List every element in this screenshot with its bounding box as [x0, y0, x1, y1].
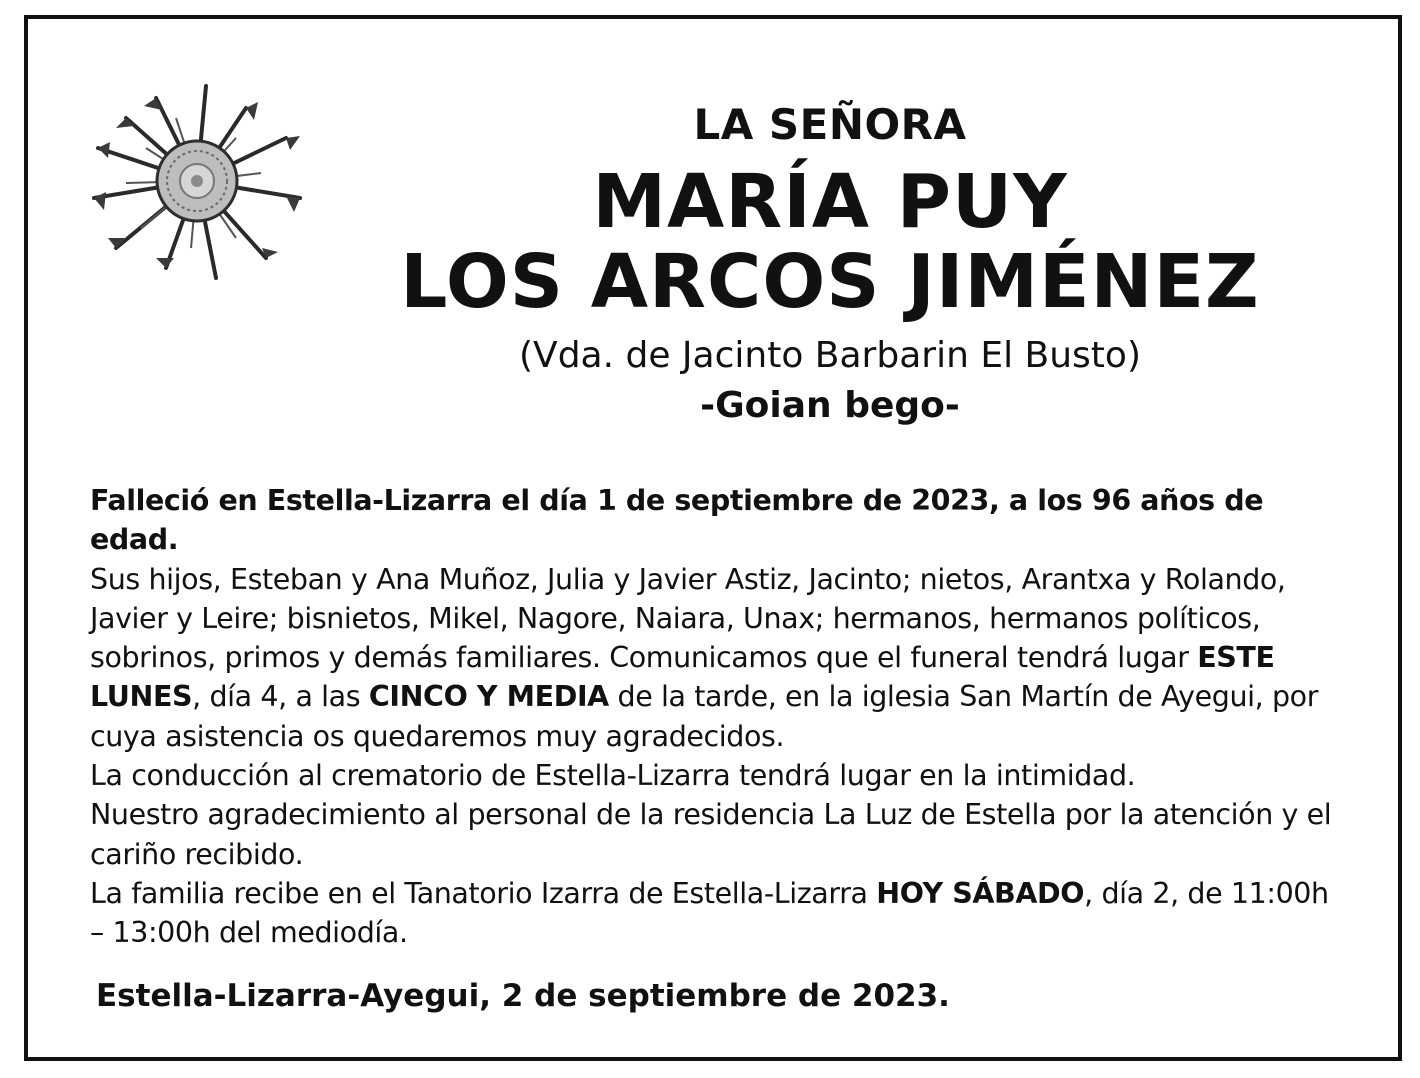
deceased-name-surnames: LOS ARCOS JIMÉNEZ — [400, 239, 1260, 325]
thanks-note: Nuestro agradecimiento al personal de la residencia La Luz de Estella por la atención y el cariño recibido. — [90, 798, 1332, 871]
funeral-details: de la tarde, en la iglesia San Martín de Ayegui, por cuya asistencia os quedaremos muy agradecidos. — [90, 680, 1319, 753]
funeral-day: ESTE LUNES — [90, 641, 1275, 714]
wake-details: , día 2, de 11:00h – 13:00h del mediodía. — [90, 876, 1329, 950]
closing-place-date: Estella-Lizarra-Ayegui, 2 de septiembre de 2023. — [96, 978, 950, 1014]
family-paragraph — [90, 560, 1345, 756]
crematorium-note: La conducción al crematorio de Estella-Lizarra tendrá lugar en la intimidad. — [90, 759, 1136, 793]
funeral-time: CINCO Y MEDIA — [368, 680, 609, 714]
wake-day: HOY SÁBADO — [876, 876, 1085, 910]
notice-body — [90, 481, 1345, 953]
funeral-mid: , día 4, a las — [192, 680, 361, 714]
motto-line: -Goian bego- — [700, 385, 960, 426]
wake-paragraph — [90, 874, 1345, 953]
widow-of-line: (Vda. de Jacinto Barbarin El Busto) — [519, 335, 1141, 376]
death-announcement: Falleció en Estella-Lizarra el día 1 de septiembre de 2023, a los 96 años de edad. — [90, 484, 1264, 557]
notice-prefix: LA SEÑORA — [693, 100, 967, 149]
thistle-flower-icon — [86, 78, 308, 284]
deceased-name-first: MARÍA PUY — [592, 159, 1068, 245]
family-list: Sus hijos, Esteban y Ana Muñoz, Julia y Javier Astiz, Jacinto; nietos, Arantxa y Rolando, Javier y Leire; bisnietos, Mikel, Nagore, Naiara, Unax; hermanos, hermanos políticos, sobrinos, primos y demás familiares. Comunicamos que el funeral tendrá lugar — [90, 562, 1286, 675]
wake-intro: La familia recibe en el Tanatorio Izarra de Estella-Lizarra — [90, 876, 868, 910]
